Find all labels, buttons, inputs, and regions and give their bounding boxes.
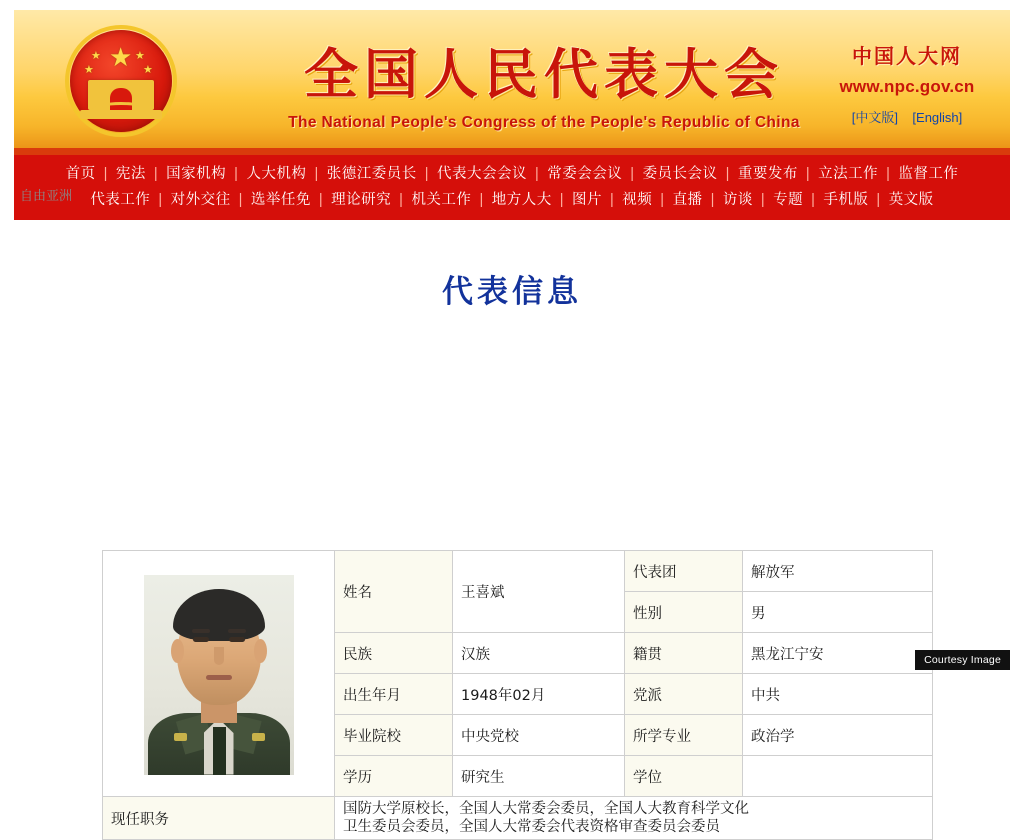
nav-separator: | xyxy=(153,166,159,182)
main-content xyxy=(14,220,1010,835)
nav-item-secondary-6[interactable]: 图片 xyxy=(572,192,602,208)
label-name: 姓名 xyxy=(335,551,453,633)
label-duty: 现任职务 xyxy=(103,797,335,840)
nav-item-secondary-3[interactable]: 理论研究 xyxy=(331,192,392,208)
nav-separator: | xyxy=(234,166,239,182)
nav-item-primary-10[interactable]: 监督工作 xyxy=(898,166,959,182)
table-row xyxy=(103,551,933,592)
value-party: 中共 xyxy=(743,674,933,715)
table-row xyxy=(103,797,933,840)
language-english-link[interactable]: [English] xyxy=(912,110,963,125)
site-title-chinese: 全国人民代表大会 xyxy=(304,42,784,106)
nav-separator: | xyxy=(103,166,108,182)
main-navigation xyxy=(14,155,1010,220)
nav-item-primary-4[interactable]: 张德江委员长 xyxy=(326,166,417,182)
delegate-info-table xyxy=(102,550,933,840)
duty-line-1: 国防大学原校长，全国人大常委会委员，全国人大教育科学文化 xyxy=(343,801,749,817)
courtesy-badge: Courtesy Image xyxy=(915,650,1010,670)
nav-item-primary-2[interactable]: 国家机构 xyxy=(166,166,227,182)
label-party: 党派 xyxy=(625,674,743,715)
nav-item-primary-5[interactable]: 代表大会会议 xyxy=(437,166,527,182)
label-birth: 出生年月 xyxy=(335,674,453,715)
value-education: 研究生 xyxy=(453,756,625,797)
nav-separator: | xyxy=(479,192,484,208)
nav-separator: | xyxy=(535,166,540,182)
nav-separator: | xyxy=(238,192,243,208)
value-degree xyxy=(743,756,933,797)
nav-separator: | xyxy=(610,192,615,208)
nav-item-primary-3[interactable]: 人大机构 xyxy=(246,166,307,182)
nav-separator: | xyxy=(660,192,665,208)
nav-item-secondary-10[interactable]: 专题 xyxy=(773,192,804,208)
value-birth: 1948年02月 xyxy=(453,674,625,715)
nav-item-primary-6[interactable]: 常委会会议 xyxy=(547,166,623,182)
nav-separator: | xyxy=(158,192,163,208)
nav-separator: | xyxy=(725,166,730,182)
nav-separator: | xyxy=(886,166,891,182)
delegate-info-panel xyxy=(102,550,932,840)
nav-item-secondary-11[interactable]: 手机版 xyxy=(823,192,869,208)
nav-separator: | xyxy=(630,166,635,182)
label-delegation: 代表团 xyxy=(625,551,743,592)
site-title-english: The National People's Congress of the People's Republic of China xyxy=(288,114,800,131)
label-gender: 性别 xyxy=(625,592,743,633)
nav-item-secondary-5[interactable]: 地方人大 xyxy=(491,192,552,208)
value-gender: 男 xyxy=(743,592,933,633)
value-school: 中央党校 xyxy=(453,715,625,756)
label-education: 学历 xyxy=(335,756,453,797)
label-major: 所学专业 xyxy=(625,715,743,756)
language-switcher xyxy=(822,107,992,126)
nav-item-secondary-1[interactable]: 对外交往 xyxy=(170,192,231,208)
nav-separator: | xyxy=(760,192,766,208)
nav-item-secondary-2[interactable]: 选举任免 xyxy=(250,192,311,208)
nav-separator: | xyxy=(559,192,564,208)
nav-item-secondary-9[interactable]: 访谈 xyxy=(722,192,753,208)
value-name: 王喜斌 xyxy=(453,551,625,633)
brand-block xyxy=(822,40,992,126)
watermark-overlay: 自由亚洲 xyxy=(20,188,73,203)
nav-separator: | xyxy=(811,192,816,208)
brand-name-chinese: 中国人大网 xyxy=(852,44,962,68)
label-native-place: 籍贯 xyxy=(625,633,743,674)
nav-item-primary-9[interactable]: 立法工作 xyxy=(818,166,879,182)
nav-item-primary-8[interactable]: 重要发布 xyxy=(737,166,798,182)
nav-item-secondary-12[interactable]: 英文版 xyxy=(888,192,934,208)
nav-separator: | xyxy=(314,166,319,182)
value-delegation: 解放军 xyxy=(743,551,933,592)
site-header xyxy=(14,10,1010,155)
delegate-portrait xyxy=(144,575,294,775)
nav-item-secondary-7[interactable]: 视频 xyxy=(622,192,653,208)
nav-row-secondary xyxy=(14,187,1010,213)
nav-separator: | xyxy=(318,192,324,208)
page-title: 代表信息 xyxy=(442,274,582,310)
label-ethnicity: 民族 xyxy=(335,633,453,674)
nav-item-secondary-8[interactable]: 直播 xyxy=(672,192,703,208)
nav-item-secondary-4[interactable]: 机关工作 xyxy=(411,192,472,208)
nav-separator: | xyxy=(424,166,429,182)
value-native-place: 黑龙江宁安 xyxy=(743,633,933,674)
nav-separator: | xyxy=(399,192,404,208)
value-major: 政治学 xyxy=(743,715,933,756)
portrait-cell xyxy=(103,551,335,797)
nav-row-primary xyxy=(14,161,1010,187)
value-ethnicity: 汉族 xyxy=(453,633,625,674)
nav-item-primary-7[interactable]: 委员长会议 xyxy=(642,166,718,182)
nav-item-primary-0[interactable]: 首页 xyxy=(65,166,96,182)
nav-separator: | xyxy=(710,192,715,208)
language-chinese-link[interactable]: [中文版] xyxy=(851,110,898,125)
site-url: www.npc.gov.cn xyxy=(839,77,975,96)
national-emblem-icon: ★ ★ ★ ★ ★ xyxy=(62,24,180,142)
label-degree: 学位 xyxy=(625,756,743,797)
nav-separator: | xyxy=(805,166,811,182)
nav-item-secondary-0[interactable]: 代表工作 xyxy=(90,192,151,208)
value-duty xyxy=(335,797,933,840)
duty-line-2: 卫生委员会委员，全国人大常委会代表资格审查委员会委员 xyxy=(343,819,720,835)
label-school: 毕业院校 xyxy=(335,715,453,756)
nav-separator: | xyxy=(876,192,881,208)
nav-item-primary-1[interactable]: 宪法 xyxy=(115,166,146,182)
